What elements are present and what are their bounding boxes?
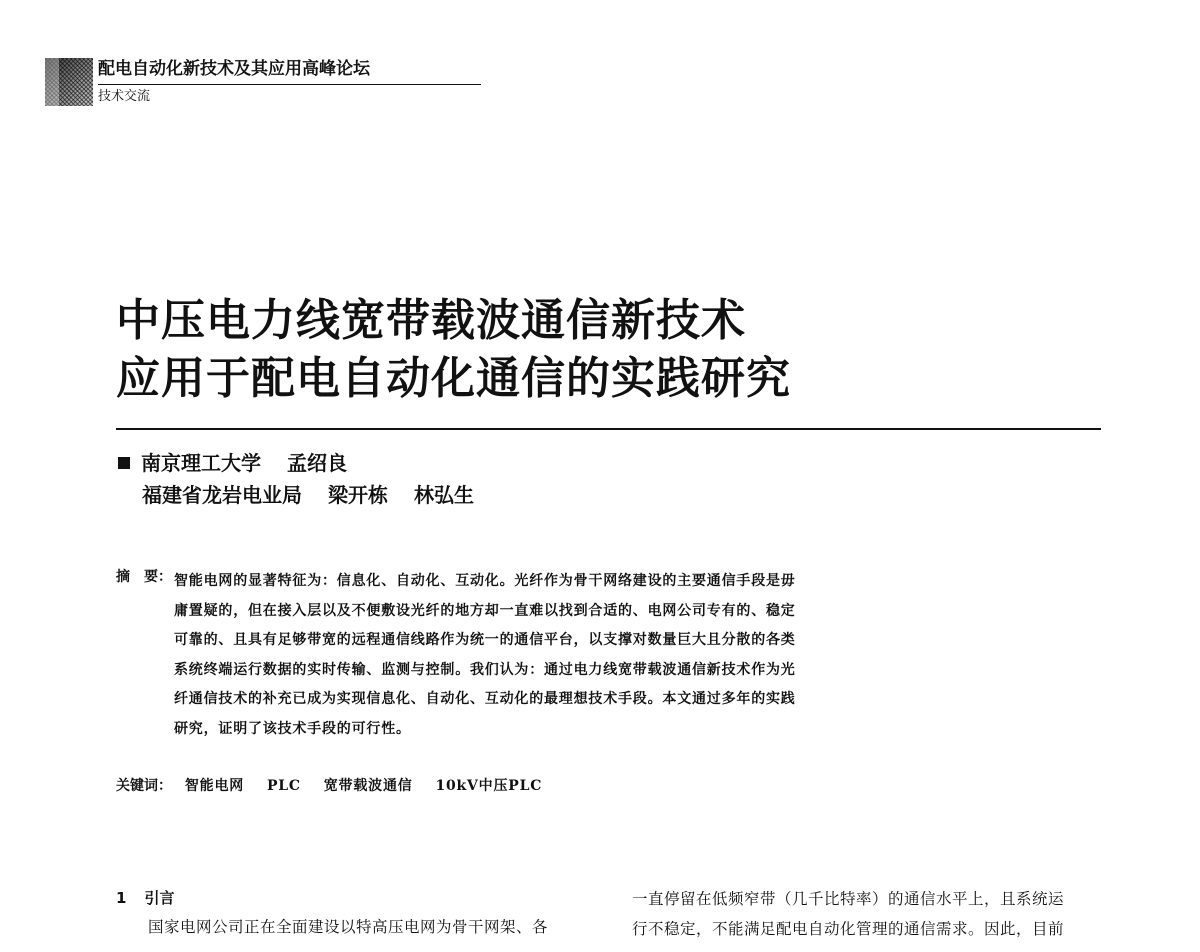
journal-header xyxy=(45,58,445,114)
paper-title-line-2: 应用于配电自动化通信的实践研究 xyxy=(116,353,791,404)
section-number: 1 xyxy=(116,889,127,907)
abstract-label: 摘 要： xyxy=(116,569,172,585)
abstract-line: 智能电网的显著特征为：信息化、自动化、互动化。光纤作为骨干网络建设的主要通信手段是毋 xyxy=(174,573,796,589)
author-name: 林弘生 xyxy=(414,483,474,507)
body-paragraph-line: 国家电网公司正在全面建设以特高压电网为骨干网架、各 xyxy=(148,918,549,936)
keyword: 宽带载波通信 xyxy=(323,778,413,794)
section-title: 引言 xyxy=(144,889,175,907)
body-paragraph-line: 一直停留在低频窄带（几千比特率）的通信水平上，且系统运 xyxy=(632,890,1065,908)
body-left-column xyxy=(116,888,586,938)
authors-block xyxy=(116,447,500,511)
forum-title: 配电自动化新技术及其应用高峰论坛 xyxy=(98,59,370,79)
keyword: 智能电网 xyxy=(184,778,245,794)
abstract-line: 系统终端运行数据的实时传输、监测与控制。我们认为：通过电力线宽带载波通信新技术作为光 xyxy=(174,661,796,678)
square-bullet-icon xyxy=(118,457,130,469)
header-rule xyxy=(98,84,481,85)
paper-title xyxy=(116,292,791,408)
journal-logo xyxy=(45,58,93,106)
keywords xyxy=(116,776,560,796)
paper-title-line-1: 中压电力线宽带载波通信新技术 xyxy=(116,295,746,346)
affiliation: 福建省龙岩电业局 xyxy=(142,483,302,507)
author-name: 梁开栋 xyxy=(328,483,388,507)
keyword: PLC xyxy=(266,778,301,794)
abstract-line: 可靠的、且具有足够带宽的远程通信线路作为统一的通信平台，以支撑对数量巨大且分散的各类 xyxy=(174,632,796,648)
section-label: 技术交流 xyxy=(98,89,151,104)
body-paragraph-line: 行不稳定，不能满足配电自动化管理的通信需求。因此，目前 xyxy=(632,920,1065,938)
section-heading xyxy=(116,888,586,908)
title-rule xyxy=(116,428,1101,430)
author-name: 孟绍良 xyxy=(287,451,347,475)
keywords-label: 关键词： xyxy=(116,778,172,794)
affiliation: 南京理工大学 xyxy=(141,451,261,475)
abstract-line: 研究，证明了该技术手段的可行性。 xyxy=(174,720,411,737)
body-right-column xyxy=(632,888,1102,948)
keyword: 10kV中压PLC xyxy=(435,778,543,794)
author-row xyxy=(116,479,500,511)
abstract-body xyxy=(174,567,934,744)
abstract-line: 庸置疑的，但在接入层以及不便敷设光纤的地方却一直难以找到合适的、电网公司专有的、稳定 xyxy=(174,602,796,619)
author-row xyxy=(116,447,500,479)
abstract-line: 纤通信技术的补充已成为实现信息化、自动化、互动化的最理想技术手段。本文通过多年的实践 xyxy=(174,691,796,707)
